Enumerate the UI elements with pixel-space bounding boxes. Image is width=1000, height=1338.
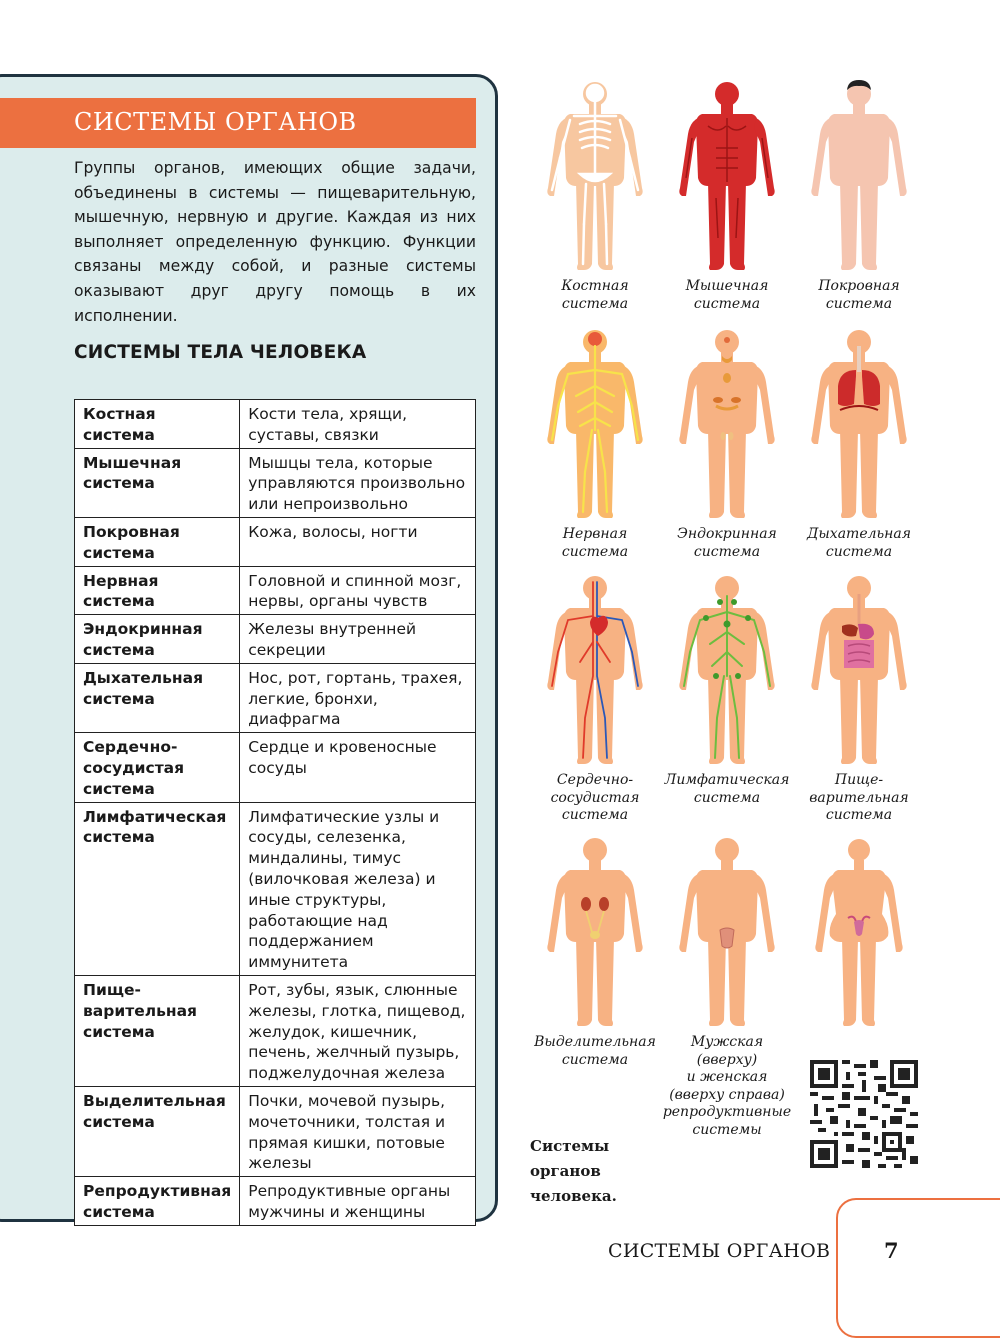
figure-caption: Дыхательная система xyxy=(807,526,911,560)
system-description: Репродуктивные органы мужчины и женщины xyxy=(240,1177,476,1226)
figure-digestive xyxy=(784,572,934,825)
figure-skeletal xyxy=(520,78,670,313)
system-name: Покровная система xyxy=(75,517,240,566)
lymphatic-system-icon xyxy=(672,572,782,768)
running-footer-title: СИСТЕМЫ ОРГАНОВ xyxy=(608,1240,831,1262)
table-row xyxy=(75,1177,476,1226)
figure-caption: Мышечная система xyxy=(685,278,769,312)
figure-muscular xyxy=(652,78,802,313)
section-title: СИСТЕМЫ ОРГАНОВ xyxy=(74,108,357,136)
figure-caption: Нервная система xyxy=(561,526,629,560)
page-number-frame xyxy=(836,1198,1000,1338)
figure-lymphatic xyxy=(652,572,802,807)
table-row xyxy=(75,615,476,664)
figure-female-reproductive xyxy=(784,834,934,1030)
section-title-bar xyxy=(0,98,476,148)
system-name: Пище-варительная система xyxy=(75,975,240,1086)
figure-nervous xyxy=(520,326,670,561)
figure-caption: Лимфатическая система xyxy=(664,772,790,806)
system-description: Кожа, волосы, ногти xyxy=(240,517,476,566)
body-systems-illustrations xyxy=(520,70,1000,1170)
system-description: Железы внутренней секреции xyxy=(240,615,476,664)
figure-reproductive xyxy=(652,834,802,1139)
digestive-system-icon xyxy=(804,572,914,768)
photo-caption: Системы органов человека. xyxy=(530,1137,617,1205)
figure-cardiovascular xyxy=(520,572,670,825)
intro-paragraph: Группы органов, имеющих общие задачи, объединены в системы — пищеварительную, мышечную, нервную и другие. Каждая из них выполняет определенную функцию. Функции связаны между собой, и разные системы оказывают друг другу помощь в их исполнении. xyxy=(74,159,476,325)
system-description: Мышцы тела, которые управляются произвольно или непроизвольно xyxy=(240,448,476,517)
table-row xyxy=(75,400,476,449)
figure-caption: Покровная система xyxy=(818,278,900,312)
system-name: Лимфатическая система xyxy=(75,802,240,975)
page-number: 7 xyxy=(884,1238,899,1263)
table-heading: СИСТЕМЫ ТЕЛА ЧЕЛОВЕКА xyxy=(74,342,367,363)
table-row xyxy=(75,802,476,975)
qr-code[interactable] xyxy=(810,1060,918,1168)
system-description: Кости тела, хрящи, суставы, связки xyxy=(240,400,476,449)
figure-caption: Сердечно- сосудистая система xyxy=(550,772,640,823)
table-row xyxy=(75,448,476,517)
system-name: Костная система xyxy=(75,400,240,449)
table-row xyxy=(75,517,476,566)
body-systems-table xyxy=(74,399,476,1226)
female-reproductive-system-icon xyxy=(804,834,914,1030)
integumentary-system-icon xyxy=(804,78,914,274)
table-row xyxy=(75,663,476,732)
system-name: Репродуктивная система xyxy=(75,1177,240,1226)
endocrine-system-icon xyxy=(672,326,782,522)
system-description: Сердце и кровеносные сосуды xyxy=(240,733,476,802)
skeletal-system-icon xyxy=(540,78,650,274)
muscular-system-icon xyxy=(672,78,782,274)
system-description: Почки, мочевой пузырь, мочеточники, толстая и прямая кишки, потовые железы xyxy=(240,1086,476,1176)
figure-caption: Мужская (вверху) и женская (вверху справа) репродуктивные системы xyxy=(662,1034,792,1138)
nervous-system-icon xyxy=(540,326,650,522)
system-description: Нос, рот, гортань, трахея, легкие, бронхи, диафрагма xyxy=(240,663,476,732)
system-description: Рот, зубы, язык, слюнные железы, глотка, пищевод, желудок, кишечник, печень, желчный пузырь, поджелудочная железа xyxy=(240,975,476,1086)
figure-caption: Пище- варительная система xyxy=(809,772,909,823)
system-name: Эндокринная система xyxy=(75,615,240,664)
system-name: Мышечная система xyxy=(75,448,240,517)
respiratory-system-icon xyxy=(804,326,914,522)
table-row xyxy=(75,975,476,1086)
table-row xyxy=(75,566,476,615)
figure-caption: Эндокринная система xyxy=(677,526,777,560)
figure-caption: Костная система xyxy=(561,278,629,312)
male-reproductive-system-icon xyxy=(672,834,782,1030)
system-name: Сердечно-сосудистая система xyxy=(75,733,240,802)
system-name: Дыхательная система xyxy=(75,663,240,732)
figure-excretory xyxy=(520,834,670,1069)
figure-integumentary xyxy=(784,78,934,313)
cardiovascular-system-icon xyxy=(540,572,650,768)
figure-endocrine xyxy=(652,326,802,561)
figure-respiratory xyxy=(784,326,934,561)
system-description: Головной и спинной мозг, нервы, органы чувств xyxy=(240,566,476,615)
figure-caption: Выделительная система xyxy=(534,1034,656,1068)
system-name: Нервная система xyxy=(75,566,240,615)
system-name: Выделительная система xyxy=(75,1086,240,1176)
excretory-system-icon xyxy=(540,834,650,1030)
table-row xyxy=(75,1086,476,1176)
system-description: Лимфатические узлы и сосуды, селезенка, миндалины, тимус (вилочковая железа) и иные структуры, работающие над поддержанием иммунитета xyxy=(240,802,476,975)
table-row xyxy=(75,733,476,802)
